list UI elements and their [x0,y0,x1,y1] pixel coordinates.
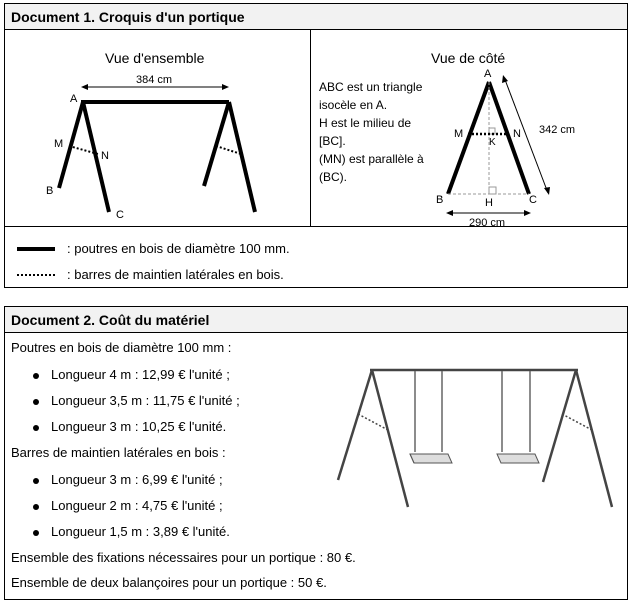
vue-ensemble-panel [5,30,311,226]
vue-cote-diagram [311,30,627,226]
legend-dotted-text: : barres de maintien latérales en bois. [67,267,284,282]
legend [5,226,627,287]
description-line-2: isocèle en A. [319,98,388,112]
barre-item-2: Longueur 2 m : 4,75 € l'unité ; [51,498,223,513]
bullet [33,373,39,379]
point-m-label: M [54,138,64,150]
barres-heading: Barres de maintien latérales en bois : [11,445,226,460]
description-line-5: (MN) est parallèle à [319,152,424,166]
point-c-label: C [116,209,124,221]
legend-dotted-line [17,270,57,280]
poutres-heading: Poutres en bois de diamètre 100 mm : [11,340,232,355]
bullet [33,530,39,536]
side-point-a-label: A [484,68,492,80]
vue-cote-title: Vue de côté [431,50,506,66]
description-line-3: H est le milieu de [319,116,412,130]
swing-set-illustration [330,362,620,522]
bullet [33,425,39,431]
description-line-6: (BC). [319,170,347,184]
description-line-4: [BC]. [319,134,346,148]
side-length-342: 342 cm [539,124,576,136]
document-2 [4,306,628,600]
side-point-k-label: K [489,137,496,148]
document-2-title: Document 2. Coût du matériel [5,307,627,333]
document-1-title: Document 1. Croquis d'un portique [5,4,627,30]
poutre-item-1: Longueur 4 m : 12,99 € l'unité ; [51,367,230,382]
legend-solid-line [17,244,57,254]
point-a-label: A [70,93,78,105]
bullet [33,478,39,484]
vue-cote-panel [311,30,627,229]
side-point-c-label: C [529,194,537,206]
side-point-h-label: H [485,197,493,209]
bullet [33,504,39,510]
vue-ensemble-title: Vue d'ensemble [105,50,205,66]
barre-item-3: Longueur 1,5 m : 3,89 € l'unité. [51,524,230,539]
poutre-item-3: Longueur 3 m : 10,25 € l'unité. [51,419,227,434]
poutre-item-2: Longueur 3,5 m : 11,75 € l'unité ; [51,393,240,408]
base-length-290: 290 cm [469,217,506,229]
legend-solid-text: : poutres en bois de diamètre 100 mm. [67,241,290,256]
fixations-text: Ensemble des fixations nécessaires pour un portique : 80 €. [11,550,356,565]
side-point-m-label: M [454,128,464,140]
point-b-label: B [46,185,54,197]
document-1 [4,3,628,288]
balancoires-text: Ensemble de deux balançoires pour un portique : 50 €. [11,575,327,590]
dimension-384: 384 cm [136,74,173,86]
barre-item-1: Longueur 3 m : 6,99 € l'unité ; [51,472,223,487]
bullet [33,399,39,405]
description-line-1: ABC est un triangle [319,80,423,94]
point-n-label: N [101,150,109,162]
side-point-b-label: B [436,194,444,206]
side-point-n-label: N [513,128,521,140]
